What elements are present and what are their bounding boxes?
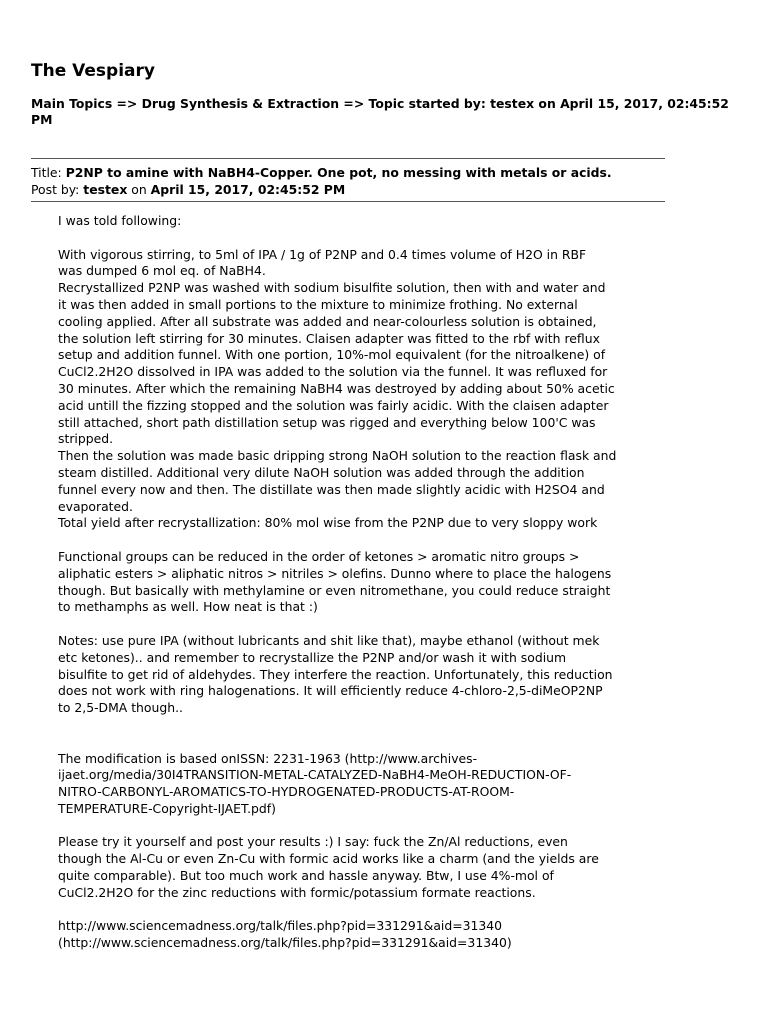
post-body — [58, 213, 678, 969]
post-paragraph: The modification is based onISSN: 2231-1963 (http://www.archives- ijaet.org/media/30I4TRANSITION-METAL-CATALYZED-NaBH4-MeOH-REDUCTION-OF- NITRO-CARBONYL-AROMATICS-TO-HYDROGENATED-PRODUCTS-AT-ROOM- TEMPERATURE-Copyright-IJAET.pdf) — [58, 750, 572, 816]
site-title: The Vespiary — [31, 61, 155, 81]
post-link[interactable]: http://www.sciencemadness.org/talk/files.php?pid=331291&aid=31340 — [58, 918, 503, 934]
post-title-row — [31, 164, 665, 181]
post-on-label: on — [131, 182, 147, 197]
breadcrumb: Main Topics => Drug Synthesis & Extraction => Topic started by: testex on April 15, 2017, 02:45:52 PM — [31, 96, 729, 127]
post-title: P2NP to amine with NaBH4-Copper. One pot, no messing with metals or acids. — [65, 165, 612, 180]
post-paragraph: I was told following: — [58, 213, 182, 228]
post-link-url[interactable]: (http://www.sciencemadness.org/talk/files.php?pid=331291&aid=31340) — [58, 935, 512, 951]
post-paragraph: Notes: use pure IPA (without lubricants and shit like that), maybe ethanol (without mek etc ketones).. and remember to recrystallize the P2NP and/or wash it with sodium bisulfite to get rid of aldehydes. They interfere the reaction. Unfortunately, this reduction does not work with ring halogenations. It will efficiently reduce 4-chloro-2,5-diMeOP2NP to 2,5-DMA though.. — [58, 632, 613, 716]
post-meta-row — [31, 181, 665, 198]
post-link-block — [58, 918, 678, 952]
post-paragraph: With vigorous stirring, to 5ml of IPA / 1g of P2NP and 0.4 times volume of H2O in RBF was dumped 6 mol eq. of NaBH4. Recrystallized P2NP was washed with sodium bisulfite solution, then with and water and it was then added in small portions to the mixture to minimize frothing. No external cooling applied. After all substrate was added and near-colourless solution is obtained, the solution left stirring for 30 minutes. Claisen adapter was fitted to the rbf with reflux setup and addition funnel. With one portion, 10%-mol equivalent (for the nitroalkene) of CuCl2.2H2O dissolved in IPA was added to the solution via the funnel. It was refluxed for 30 minutes. After which the remaining NaBH4 was destroyed by adding about 50% acetic acid untill the fizzing stopped and the solution was fairly acidic. With the claisen adapter still attached, short path distillation setup was rigged and everything below 100'C was stripped. Then the solution was made basic dripping strong NaOH solution to the reaction flask and steam distilled. Additional very dilute NaOH solution was added through the addition funnel every now and then. The distillate was then made slightly acidic with H2SO4 and evaporated. Total yield after recrystallization: 80% mol wise from the P2NP due to very sloppy work — [58, 246, 617, 531]
post-author[interactable]: testex — [83, 182, 128, 197]
post-by-label: Post by: — [31, 182, 80, 197]
paragraph-spacer — [58, 734, 678, 751]
post-date: April 15, 2017, 02:45:52 PM — [150, 182, 346, 197]
post-header — [31, 158, 665, 202]
post-paragraph: Functional groups can be reduced in the order of ketones > aromatic nitro groups > aliphatic esters > aliphatic nitros > nitriles > olefins. Dunno where to place the halogens though. But basically with methylamine or even nitromethane, you could reduce straight to methamphs as well. How neat is that :) — [58, 548, 612, 615]
post-title-label: Title: — [31, 165, 62, 180]
post-paragraph: Please try it yourself and post your results :) I say: fuck the Zn/Al reductions, even though the Al-Cu or even Zn-Cu with formic acid works like a charm (and the yields are quite comparable). But too much work and hassle anyway. Btw, I use 4%-mol of CuCl2.2H2O for the zinc reductions with formic/potassium formate reactions. — [58, 834, 599, 900]
